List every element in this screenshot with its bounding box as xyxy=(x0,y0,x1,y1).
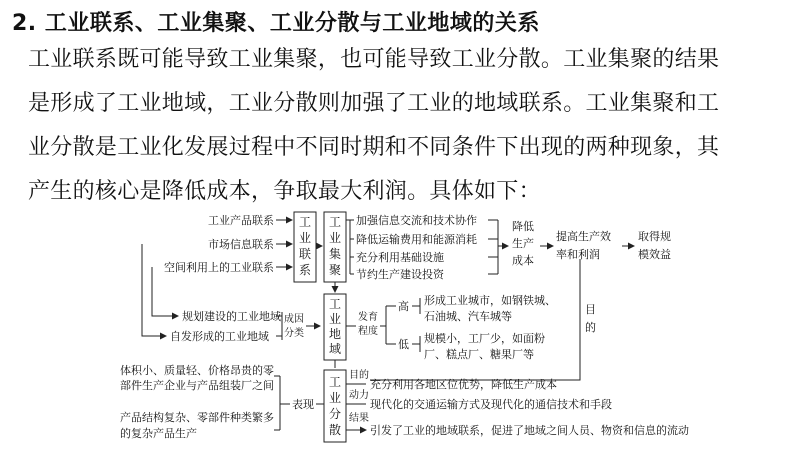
linkage-spatial: 空间利用上的工业联系 xyxy=(164,261,274,274)
industry-relationship-diagram xyxy=(0,208,800,450)
development-label-2: 程度 xyxy=(358,326,378,337)
linkage-product: 工业产品联系 xyxy=(208,214,274,227)
paragraph-line-2: 是形成了工业地域，工业分散则加强了工业的地域联系。工业集聚和工 xyxy=(28,91,720,116)
paragraph-line-4: 产生的核心是降低成本，争取最大利润。具体如下： xyxy=(28,179,541,204)
cost-line-2: 生产 xyxy=(512,237,534,250)
paragraph-line-3: 业分散是工业化发展过程中不同时期和不同条件下出现的两种现象，其 xyxy=(28,135,720,160)
cause-label-2: 分类 xyxy=(284,328,304,339)
cost-line-3: 成本 xyxy=(512,254,534,267)
result-text: 引发了工业的地域联系，促进了地域之间人员、物资和信息的流动 xyxy=(370,424,689,437)
manifestation-2a: 产品结构复杂、零部件种类繁多 xyxy=(120,411,274,424)
manifestation-label: 表现 xyxy=(292,398,314,411)
cause-label-1: 成因 xyxy=(284,314,304,325)
cost-line-1: 降低 xyxy=(512,220,534,233)
driver-label: 动力 xyxy=(349,390,369,401)
result-label: 结果 xyxy=(349,413,369,424)
svg-text:工业联系: 工业联系 xyxy=(298,215,312,277)
low-desc-1: 规模小，工厂少，如面粉 xyxy=(424,332,545,345)
goal-char-2: 的 xyxy=(585,321,596,334)
development-label-1: 发育 xyxy=(358,312,378,323)
effect-infrastructure: 充分利用基础设施 xyxy=(356,251,444,264)
paragraph-line-1: 工业联系既可能导致工业集聚，也可能导致工业分散。工业集聚的结果 xyxy=(28,47,720,72)
svg-text:工业地域: 工业地域 xyxy=(328,297,342,356)
efficiency-line-1: 提高生产效 xyxy=(556,230,611,243)
purpose-text: 充分利用各地区位优势，降低生产成本 xyxy=(370,378,557,391)
purpose-label: 目的 xyxy=(349,370,369,381)
manifestation-1a: 体积小、质量轻、价格昂贵的零 xyxy=(120,364,274,377)
high-desc-2: 石油城、汽车城等 xyxy=(424,310,512,323)
low-desc-2: 厂、糕点厂、糖果厂等 xyxy=(424,348,534,361)
section-heading: 2. 工业联系、工业集聚、工业分散与工业地域的关系 xyxy=(12,11,540,36)
region-planned: 规划建设的工业地域 xyxy=(182,310,281,323)
svg-text:工业分散: 工业分散 xyxy=(328,375,342,437)
manifestation-1b: 部件生产企业与产品组装厂之间 xyxy=(120,379,274,392)
manifestation-2b: 的复杂产品生产 xyxy=(120,427,197,440)
development-low: 低 xyxy=(398,338,409,351)
arrow-spatial-to-planned xyxy=(152,267,178,316)
box-industrial-region-label xyxy=(329,297,341,356)
arrow-market-to-spontaneous xyxy=(142,244,166,336)
scale-line-1: 取得规 xyxy=(638,230,671,243)
scale-line-2: 模效益 xyxy=(638,248,671,261)
driver-text: 现代化的交通运输方式及现代化的通信技术和手段 xyxy=(370,398,612,411)
efficiency-line-2: 率和利润 xyxy=(556,248,600,261)
effect-investment: 节约生产建设投资 xyxy=(356,268,444,281)
region-spontaneous: 自发形成的工业地域 xyxy=(170,330,269,343)
effect-transport-energy: 降低运输费用和能源消耗 xyxy=(356,233,477,246)
high-desc-1: 形成工业城市，如钢铁城、 xyxy=(424,294,556,307)
linkage-market: 市场信息联系 xyxy=(208,238,274,251)
effect-info-exchange: 加强信息交流和技术协作 xyxy=(356,214,477,227)
development-high: 高 xyxy=(398,300,409,313)
goal-char-1: 目 xyxy=(585,303,596,316)
svg-text:工业集聚: 工业集聚 xyxy=(328,215,342,277)
